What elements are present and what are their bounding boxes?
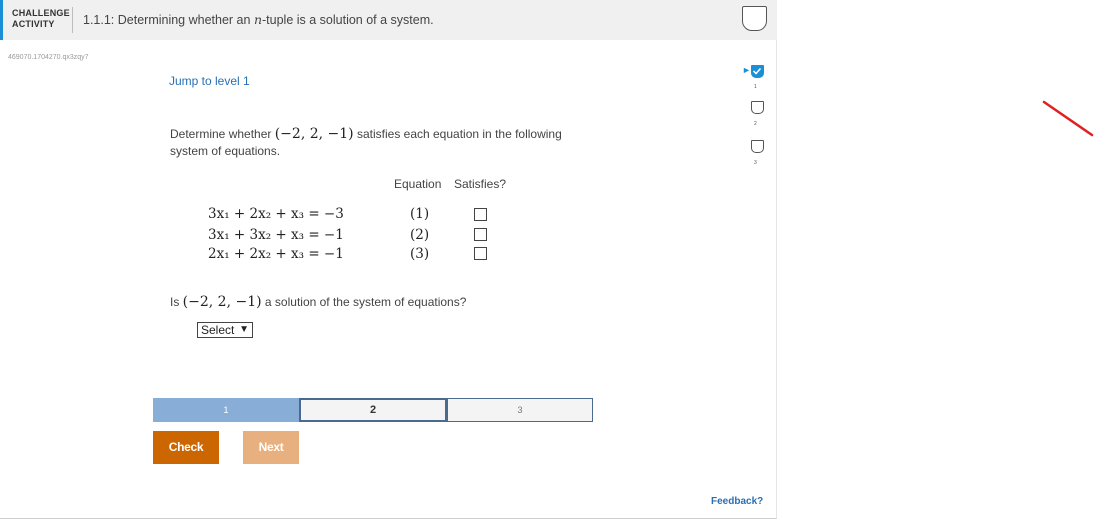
activity-title: [83, 12, 434, 27]
feedback-link[interactable]: Feedback?: [711, 496, 764, 507]
equation-3-satisfies-checkbox[interactable]: [474, 247, 487, 260]
level-2-progress-number: 2: [754, 121, 757, 127]
title-variable: n: [253, 12, 262, 27]
level-2-progress-checkbox: [751, 101, 764, 114]
level-3-segment[interactable]: [447, 398, 593, 422]
select-value: Select: [201, 323, 235, 337]
activity-header: [0, 0, 777, 40]
level-1-progress-checkbox: [751, 65, 764, 78]
equation-1: 3x₁ + 2x₂ + x₃ = −3: [208, 206, 344, 222]
column-header-equation: Equation: [394, 177, 442, 191]
tag-line-2: ACTIVITY: [12, 19, 55, 29]
equation-2: 3x₁ + 3x₂ + x₃ = −1: [208, 227, 344, 243]
problem-prompt: [170, 126, 590, 160]
question-text-after: a solution of the system of equations?: [261, 295, 467, 309]
level-3-label: 3: [517, 405, 523, 415]
prompt-text-after: satisfies each equation in the following system of equations.: [170, 127, 562, 158]
level-1-segment[interactable]: [153, 398, 299, 422]
prompt-tuple: (−2, 2, −1): [274, 126, 354, 142]
equation-2-number: (2): [410, 227, 430, 243]
activity-completion-checkbox: [742, 6, 767, 31]
level-2-label: 2: [369, 404, 377, 416]
current-level-arrow-icon: ►: [742, 65, 751, 75]
header-accent-bar: [0, 0, 3, 40]
question-text-before: Is: [170, 295, 183, 309]
activity-type-tag: [12, 8, 70, 30]
level-3-progress-checkbox: [751, 140, 764, 153]
title-suffix: -tuple is a solution of a system.: [262, 13, 434, 27]
equation-3-number: (3): [410, 246, 430, 262]
chevron-down-icon: ▼: [239, 324, 249, 335]
question-tuple: (−2, 2, −1): [182, 294, 262, 310]
tag-line-1: CHALLENGE: [12, 8, 70, 18]
header-divider: [72, 7, 73, 33]
title-prefix: 1.1.1: Determining whether an: [83, 13, 254, 27]
equation-1-number: (1): [410, 206, 430, 222]
red-annotation-stroke: [1040, 100, 1096, 140]
equation-1-satisfies-checkbox[interactable]: [474, 208, 487, 221]
solution-select-dropdown[interactable]: [197, 322, 253, 338]
level-3-progress-number: 3: [754, 160, 757, 166]
equation-2-satisfies-checkbox[interactable]: [474, 228, 487, 241]
checkmark-icon: [752, 66, 762, 76]
activity-id: 469070.1704270.qx3zqy7: [8, 54, 89, 61]
level-1-label: 1: [223, 405, 229, 415]
solution-question: [170, 294, 466, 310]
prompt-text-before: Determine whether: [170, 127, 275, 141]
check-button[interactable]: Check: [153, 431, 219, 464]
next-button[interactable]: Next: [243, 431, 299, 464]
column-header-satisfies: Satisfies?: [454, 177, 507, 191]
jump-to-level-link[interactable]: Jump to level 1: [169, 74, 250, 88]
level-1-progress-number: 1: [754, 84, 757, 90]
level-2-segment[interactable]: [299, 398, 447, 422]
equation-3: 2x₁ + 2x₂ + x₃ = −1: [208, 246, 344, 262]
